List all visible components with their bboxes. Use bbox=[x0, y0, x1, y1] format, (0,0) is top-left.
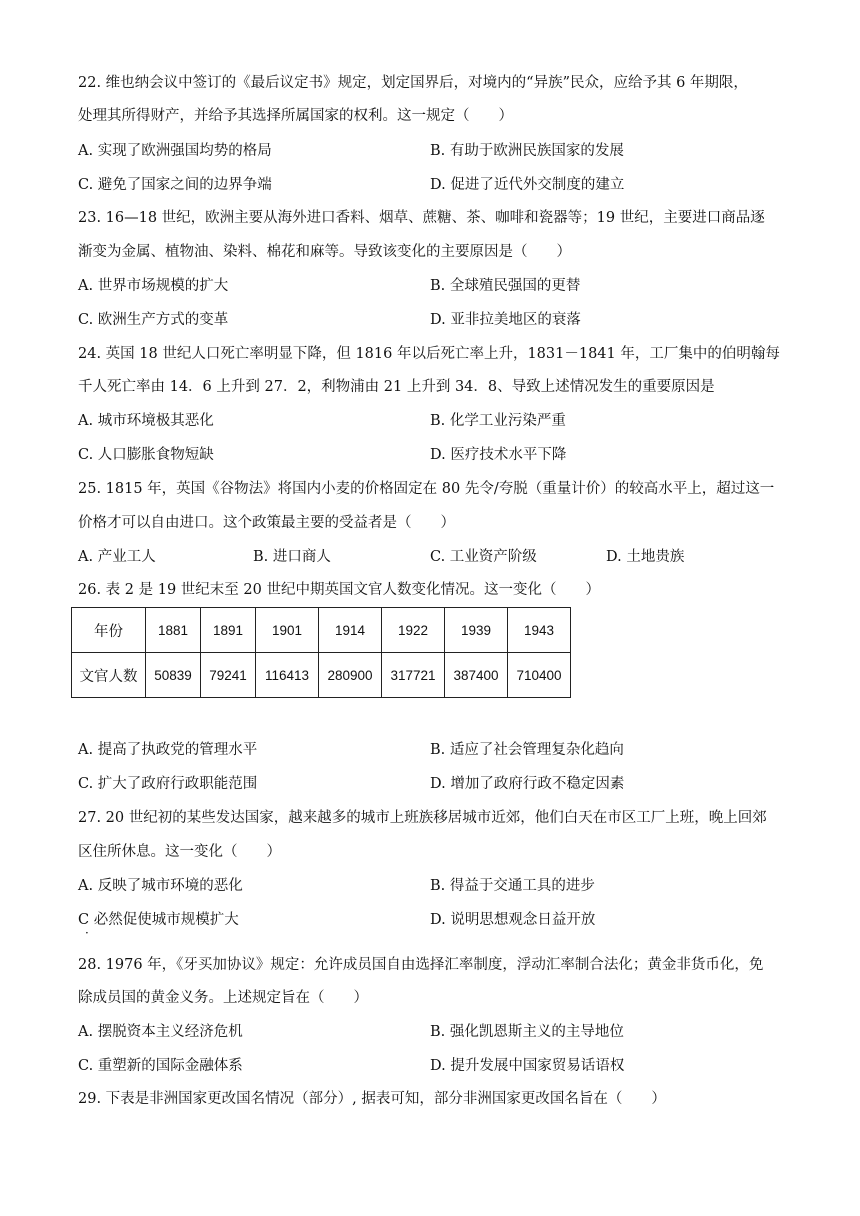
table-cell-year: 1943 bbox=[508, 608, 571, 653]
table-cell-year: 1881 bbox=[146, 608, 201, 653]
question-25-option-c: C. 工业资产阶级 bbox=[430, 549, 537, 565]
question-25-option-d: D. 土地贵族 bbox=[606, 549, 685, 565]
question-28-option-b: B. 强化凯恩斯主义的主导地位 bbox=[430, 1024, 624, 1040]
table-cell-count: 317721 bbox=[382, 653, 445, 698]
question-28-option-a: A. 摆脱资本主义经济危机 bbox=[78, 1024, 243, 1040]
question-28-line-2: 除成员国的黄金义务。上述规定旨在（ ） bbox=[78, 990, 368, 1006]
question-26-option-a: A. 提高了执政党的管理水平 bbox=[78, 742, 258, 758]
question-23-option-d: D. 亚非拉美地区的衰落 bbox=[430, 312, 581, 328]
question-26-option-c: C. 扩大了政府行政职能范围 bbox=[78, 776, 258, 792]
question-23-option-c: C. 欧洲生产方式的变革 bbox=[78, 312, 229, 328]
question-26-option-d: D. 增加了政府行政不稳定因素 bbox=[430, 776, 625, 792]
question-25-option-b: B. 进口商人 bbox=[253, 549, 331, 565]
question-23-line-2: 渐变为金属、植物油、染料、棉花和麻等。导致该变化的主要原因是（ ） bbox=[78, 244, 571, 260]
question-27-option-d: D. 说明思想观念日益开放 bbox=[430, 912, 596, 928]
question-22-option-c: C. 避免了国家之间的边界争端 bbox=[78, 177, 272, 193]
table-cell-year: 1901 bbox=[256, 608, 319, 653]
table-cell-year: 1922 bbox=[382, 608, 445, 653]
question-25-option-a: A. 产业工人 bbox=[78, 549, 156, 565]
stray-dot-mark: · bbox=[85, 926, 89, 940]
table-cell-count: 50839 bbox=[146, 653, 201, 698]
table-cell-count: 116413 bbox=[256, 653, 319, 698]
question-24-option-c: C. 人口膨胀食物短缺 bbox=[78, 447, 214, 463]
question-22-option-d: D. 促进了近代外交制度的建立 bbox=[430, 177, 625, 193]
question-27-option-c: C 必然促使城市规模扩大 bbox=[78, 912, 239, 928]
question-27-line-1: 27. 20 世纪初的某些发达国家，越来越多的城市上班族移居城市近郊，他们白天在市区工厂上班，晚上回郊 bbox=[78, 810, 767, 826]
table-cell-year: 1939 bbox=[445, 608, 508, 653]
question-22-line-2: 处理其所得财产，并给予其选择所属国家的权利。这一规定（ ） bbox=[78, 108, 513, 124]
question-27-option-a: A. 反映了城市环境的恶化 bbox=[78, 878, 243, 894]
table-header-count: 文官人数 bbox=[72, 653, 146, 698]
table-cell-count: 710400 bbox=[508, 653, 571, 698]
question-22-option-b: B. 有助于欧洲民族国家的发展 bbox=[430, 143, 624, 159]
table-row-years bbox=[72, 608, 571, 653]
table-cell-count: 280900 bbox=[319, 653, 382, 698]
table-cell-year: 1914 bbox=[319, 608, 382, 653]
question-26-line-1: 26. 表 2 是 19 世纪末至 20 世纪中期英国文官人数变化情况。这一变化（ ） bbox=[78, 582, 600, 598]
question-28-option-d: D. 提升发展中国家贸易话语权 bbox=[430, 1058, 625, 1074]
question-24-line-1: 24. 英国 18 世纪人口死亡率明显下降，但 1816 年以后死亡率上升，1831－1841 年，工厂集中的伯明翰每 bbox=[78, 346, 780, 362]
question-22-option-a: A. 实现了欧洲强国均势的格局 bbox=[78, 143, 272, 159]
question-24-line-2: 千人死亡率由 14．6 上升到 27．2，利物浦由 21 上升到 34．8、导致上述情况发生的重要原因是 bbox=[78, 379, 715, 395]
question-23-option-b: B. 全球殖民强国的更替 bbox=[430, 278, 581, 294]
table-cell-count: 79241 bbox=[201, 653, 256, 698]
question-29-line-1: 29. 下表是非洲国家更改国名情况（部分）, 据表可知，部分非洲国家更改国名旨在（ ） bbox=[78, 1091, 666, 1107]
question-25-line-1: 25. 1815 年，英国《谷物法》将国内小麦的价格固定在 80 先令/夸脱（重量计价）的较高水平上，超过这一 bbox=[78, 481, 775, 497]
question-26-option-b: B. 适应了社会管理复杂化趋向 bbox=[430, 742, 624, 758]
table-cell-count: 387400 bbox=[445, 653, 508, 698]
table-header-year: 年份 bbox=[72, 608, 146, 653]
table-row-counts bbox=[72, 653, 571, 698]
question-22-line-1: 22. 维也纳会议中签订的《最后议定书》规定，划定国界后，对境内的“异族”民众，应给予其 6 年期限， bbox=[78, 75, 748, 91]
question-24-option-a: A. 城市环境极其恶化 bbox=[78, 413, 214, 429]
question-24-option-b: B. 化学工业污染严重 bbox=[430, 413, 566, 429]
question-28-line-1: 28. 1976 年，《牙买加协议》规定：允许成员国自由选择汇率制度，浮动汇率制合法化；黄金非货币化，免 bbox=[78, 957, 764, 973]
question-23-option-a: A. 世界市场规模的扩大 bbox=[78, 278, 229, 294]
question-25-line-2: 价格才可以自由进口。这个政策最主要的受益者是（ ） bbox=[78, 515, 455, 531]
table-cell-year: 1891 bbox=[201, 608, 256, 653]
question-23-line-1: 23. 16—18 世纪，欧洲主要从海外进口香料、烟草、蔗糖、茶、咖啡和瓷器等；19 世纪，主要进口商品逐 bbox=[78, 210, 765, 226]
question-24-option-d: D. 医疗技术水平下降 bbox=[430, 447, 567, 463]
question-27-line-2: 区住所休息。这一变化（ ） bbox=[78, 844, 281, 860]
question-28-option-c: C. 重塑新的国际金融体系 bbox=[78, 1058, 243, 1074]
question-27-option-b: B. 得益于交通工具的进步 bbox=[430, 878, 595, 894]
civil-servant-table bbox=[71, 607, 571, 698]
